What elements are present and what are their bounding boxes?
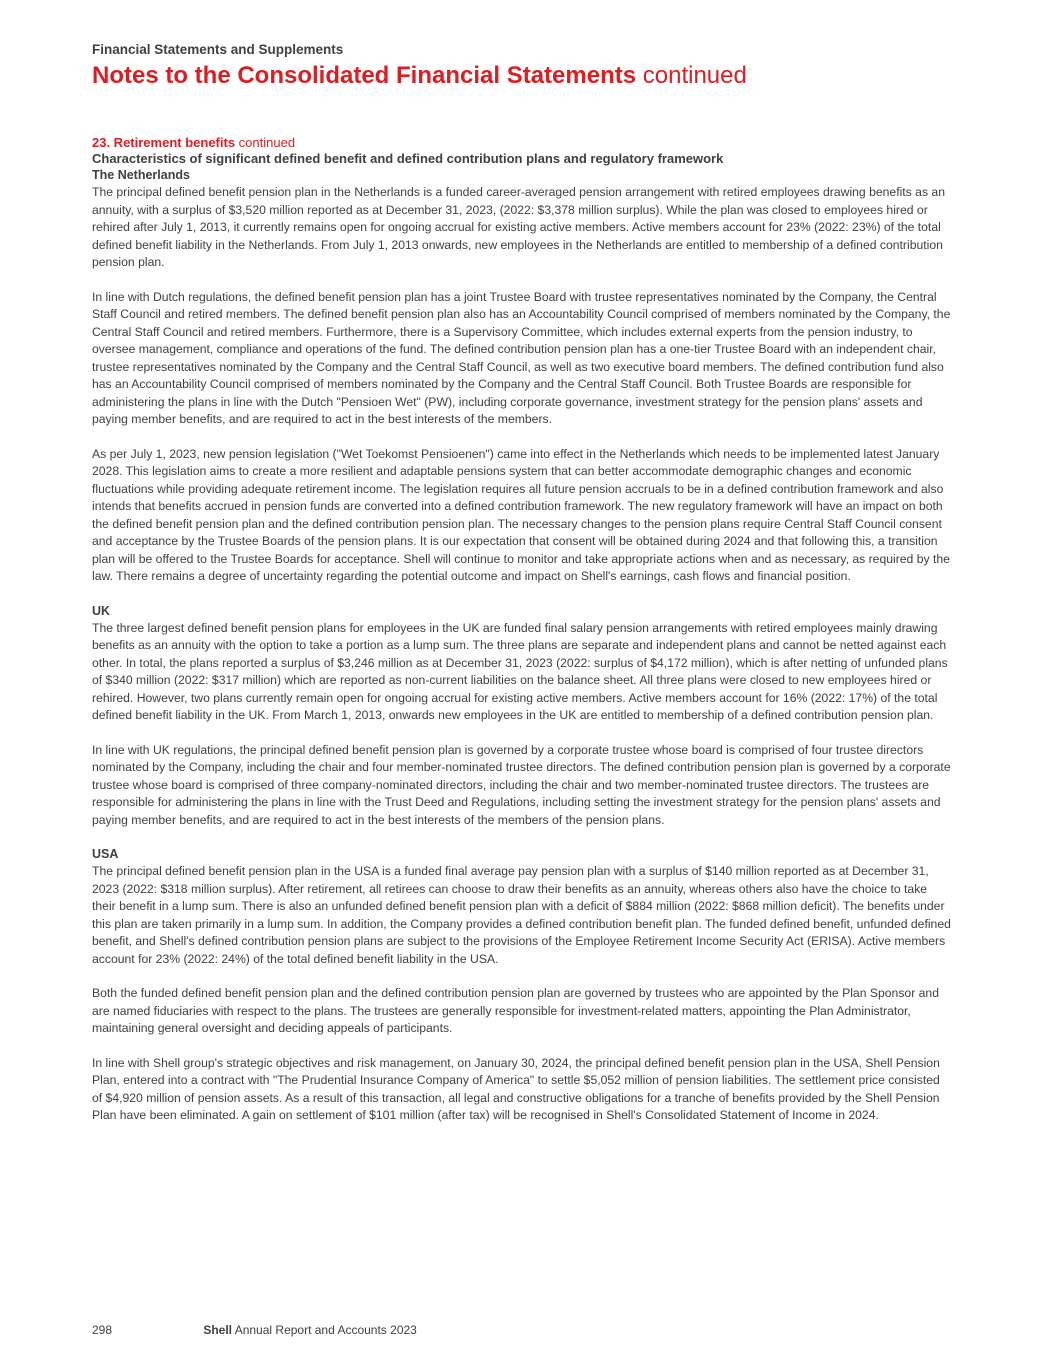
page-footer <box>92 1323 417 1337</box>
uk-paragraph-1: The three largest defined benefit pension plans for employees in the UK are funded final salary pension arrangements with retired employees mainly drawing benefits as an annuity with the option to take a portion as a lump sum. The three plans are separate and independent plans and cannot be netted against each other. In total, the plans reported a surplus of $3,246 million as at December 31, 2023 (2022: surplus of $4,172 million), which is after netting of unfunded plans of $340 million (2022: $317 million) which are reported as non-current liabilities on the balance sheet. All three plans were closed to new employees hired or rehired. However, two plans currently remain open for ongoing accrual for existing active members. Active members account for 16% (2022: 17%) of the total defined benefit liability in the UK. From March 1, 2013, onwards new employees in the UK are entitled to membership of a defined contribution pension plan. <box>92 620 948 722</box>
usa-heading: USA <box>92 847 119 861</box>
note-heading <box>92 135 952 151</box>
footer-publication: Annual Report and Accounts 2023 <box>234 1323 417 1337</box>
uk-paragraph-2: In line with UK regulations, the principal defined benefit pension plan is governed by a corporate trustee whose board is comprised of four trustee directors nominated by the Company, including the chair and four member-nominated trustee directors. The defined contribution pension plan is governed by a corporate trustee whose board is comprised of three company-nominated directors, including the chair and two member-nominated trustee directors. The trustees are responsible for administering the plans in line with the Trust Deed and Regulations, including setting the investment strategy for the pension plans' assets and paying member benefits, and are required to act in the best interests of the members of the pension plans. <box>92 742 951 827</box>
uk-heading: UK <box>92 603 111 618</box>
netherlands-paragraph-3: As per July 1, 2023, new pension legislation ("Wet Toekomst Pensioenen") came into effect in the Netherlands which needs to be implemented latest January 2028. This legislation aims to create a more resilient and adaptable pensions system that can better accommodate demographic changes and economic fluctuations while providing adequate retirement income. The legislation requires all future pension accruals to be in a defined contribution framework and also intends that benefits accrued in pension funds are converted into a defined contribution framework. The new regulatory framework will have an impact on both the defined benefit pension plan and the defined contribution pension plan. The necessary changes to the pension plans require Central Staff Council consent and acceptance by the Trustee Boards of the pension plans. It is our expectation that consent will be obtained during 2024 and that following this, a transition plan will be offered to the Trustee Boards for acceptance. Shell will continue to monitor and take appropriate actions when and as necessary, as required by the law. There remains a degree of uncertainty regarding the potential outcome and impact on Shell's earnings, cash flows and financial position. <box>92 446 950 583</box>
section-label: Financial Statements and Supplements <box>92 42 344 57</box>
note-continued: continued <box>238 135 296 150</box>
note-title: 23. Retirement benefits <box>92 135 236 150</box>
page-title-main: Notes to the Consolidated Financial Statements <box>92 62 637 89</box>
netherlands-paragraph-1: The principal defined benefit pension plan in the Netherlands is a funded career-averaged pension arrangement with retired employees drawing benefits as an annuity, with a surplus of $3,520 million reported as at December 31, 2023, (2022: $3,378 million surplus). While the plan was closed to employees hired or rehired after July 1, 2013, it currently remains open for ongoing accrual for existing active members. Active members account for 23% (2022: 23%) of the total defined benefit liability in the Netherlands. From July 1, 2013 onwards, new employees in the Netherlands are entitled to membership of a defined contribution pension plan. <box>92 185 945 269</box>
usa-paragraph-3: In line with Shell group's strategic objectives and risk management, on January 30, 2024, the principal defined benefit pension plan in the USA, Shell Pension Plan, entered into a contract with "The Prudential Insurance Company of America" to settle $5,052 million of pension liabilities. The settlement price consisted of $4,920 million of pension assets. As a result of this transaction, all legal and constructive obligations for a tranche of benefits provided by the Shell Pension Plan have been eliminated. A gain on settlement of $101 million (after tax) will be recognised in Shell's Consolidated Statement of Income in 2024. <box>92 1055 940 1122</box>
page-title-suffix: continued <box>642 62 747 89</box>
page-number: 298 <box>92 1323 113 1337</box>
netherlands-paragraph-2: In line with Dutch regulations, the defined benefit pension plan has a joint Trustee Board with trustee representatives nominated by the Company, the Central Staff Council and retired members. The defined benefit pension plan also has an Accountability Council comprised of members nominated by the Company, the Central Staff Council and retired members. Furthermore, there is a Supervisory Committee, which includes external experts from the pension industry, to oversee management, compliance and operations of the fund. The defined contribution pension plan has a one-tier Trustee Board with an independent chair, trustee representatives nominated by the Company and the Central Staff Council, as well as two executive board members. The defined contribution fund also has an Accountability Council comprised of members nominated by the Company and the Central Staff Council. Both Trustee Boards are responsible for administering the plans in line with the Dutch "Pensioen Wet" (PW), including corporate governance, investment strategy for the pension plans' assets and paying member benefits, and are required to act in the best interests of the members. <box>92 289 951 426</box>
netherlands-heading: The Netherlands <box>92 168 190 182</box>
note-subtitle: Characteristics of significant defined benefit and defined contribution plans and regulatory framework <box>92 151 724 166</box>
page-title <box>92 62 747 90</box>
usa-paragraph-2: Both the funded defined benefit pension plan and the defined contribution pension plan are governed by trustees who are appointed by the Plan Sponsor and are named fiduciaries with respect to the plans. The trustees are generally responsible for investment-related matters, appointing the Plan Administrator, maintaining general oversight and deciding appeals of participants. <box>92 986 939 1035</box>
footer-brand: Shell <box>203 1323 233 1337</box>
main-content <box>92 135 952 1142</box>
usa-paragraph-1: The principal defined benefit pension plan in the USA is a funded final average pay pension plan with a surplus of $140 million reported as at December 31, 2023 (2022: $318 million surplus). After retirement, all retirees can choose to draw their benefits as an annuity, whereas others also have the choice to take their benefit in a lump sum. There is also an unfunded defined benefit pension plan with a deficit of $884 million (2022: $868 million deficit). The benefits under this plan are taken primarily in a lump sum. In addition, the Company provides a defined contribution benefit plan. The funded defined benefit, unfunded defined benefit, and Shell's defined contribution pension plans are subject to the provisions of the Employee Retirement Income Security Act (ERISA). Active members account for 23% (2022: 24%) of the total defined benefit liability in the USA. <box>92 864 951 966</box>
